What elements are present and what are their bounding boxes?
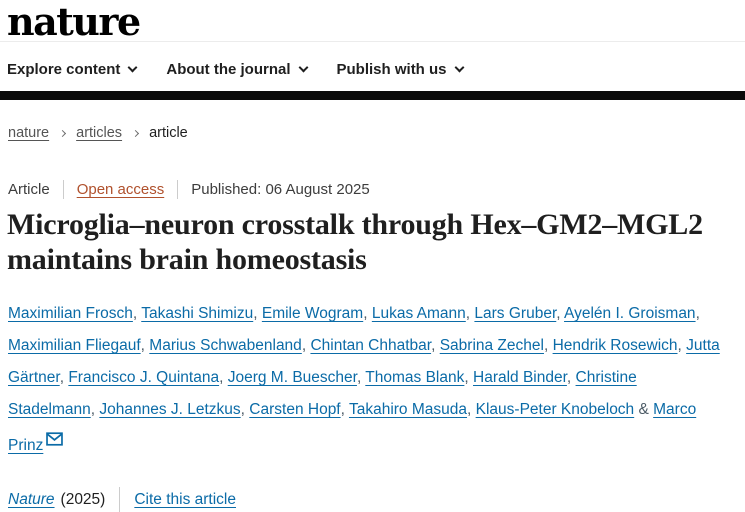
author-separator: , xyxy=(301,337,311,354)
author-separator: , xyxy=(556,305,565,322)
logo-row xyxy=(0,0,745,42)
nav-item-label: Explore content xyxy=(7,60,121,78)
breadcrumb-item-articles[interactable]: articles xyxy=(76,125,123,141)
author-link-johannes-j-letzkus[interactable]: Johannes J. Letzkus xyxy=(99,401,241,418)
author-separator: , xyxy=(59,369,69,386)
author-link-francisco-j-quintana[interactable]: Francisco J. Quintana xyxy=(68,369,220,386)
citation-row xyxy=(8,487,745,512)
citation-divider xyxy=(119,487,120,512)
author-separator: , xyxy=(566,369,576,386)
author-link-carsten-hopf[interactable]: Carsten Hopf xyxy=(249,401,341,418)
nav-item-explore-content[interactable] xyxy=(7,61,136,78)
published-label: Published: xyxy=(191,181,262,198)
author-separator: , xyxy=(253,305,262,322)
author-separator: , xyxy=(677,337,687,354)
author-link-klaus-peter-knobeloch[interactable]: Klaus-Peter Knobeloch xyxy=(475,401,635,418)
nav-item-about-the-journal[interactable] xyxy=(166,61,306,78)
author-separator: , xyxy=(543,337,553,354)
author-link-maximilian-fliegauf[interactable]: Maximilian Fliegauf xyxy=(8,337,141,354)
cite-this-article-link[interactable]: Cite this article xyxy=(134,490,236,508)
author-separator: , xyxy=(356,369,366,386)
author-list xyxy=(8,298,728,462)
author-link-takahiro-masuda[interactable]: Takahiro Masuda xyxy=(348,401,468,418)
author-link-lars-gruber[interactable]: Lars Gruber xyxy=(474,305,557,322)
main-nav xyxy=(0,42,745,82)
nav-item-label: Publish with us xyxy=(336,60,447,78)
author-separator: , xyxy=(219,369,228,386)
author-separator: , xyxy=(140,337,150,354)
article-type-label: Article xyxy=(8,181,50,198)
breadcrumb xyxy=(8,125,745,141)
author-separator: , xyxy=(467,401,476,418)
author-separator: , xyxy=(363,305,372,322)
author-link-lukas-amann[interactable]: Lukas Amann xyxy=(371,305,466,322)
author-separator: , xyxy=(465,305,475,322)
author-link-marius-schwabenland[interactable]: Marius Schwabenland xyxy=(149,337,302,354)
meta-divider xyxy=(177,180,178,199)
author-link-ayel-n-i-groisman[interactable]: Ayelén I. Groisman xyxy=(564,305,696,322)
header-divider-bar xyxy=(0,91,745,100)
nav-item-publish-with-us[interactable] xyxy=(337,61,463,78)
author-separator: , xyxy=(132,305,142,322)
open-access-link[interactable]: Open access xyxy=(76,181,165,198)
chevron-down-icon xyxy=(298,62,308,72)
author-link-joerg-m-buescher[interactable]: Joerg M. Buescher xyxy=(227,369,357,386)
citation-year: (2025) xyxy=(60,490,106,508)
breadcrumb-item-nature[interactable]: nature xyxy=(8,125,50,141)
author-link-christine-stadelmann[interactable]: Christine Stadelmann xyxy=(8,369,637,418)
author-link-jutta-g-rtner[interactable]: Jutta Gärtner xyxy=(8,337,720,386)
journal-link[interactable]: Nature xyxy=(8,490,55,508)
author-separator: , xyxy=(240,401,250,418)
chevron-right-icon xyxy=(59,129,66,136)
author-link-harald-binder[interactable]: Harald Binder xyxy=(473,369,567,386)
author-ampersand: & xyxy=(634,401,654,418)
author-separator: , xyxy=(695,305,700,322)
envelope-icon[interactable] xyxy=(46,426,63,458)
chevron-down-icon xyxy=(454,62,464,72)
author-link-maximilian-frosch[interactable]: Maximilian Frosch xyxy=(8,305,133,322)
author-link-sabrina-zechel[interactable]: Sabrina Zechel xyxy=(439,337,544,354)
chevron-down-icon xyxy=(128,62,138,72)
author-link-chintan-chhatbar[interactable]: Chintan Chhatbar xyxy=(310,337,432,354)
nav-item-label: About the journal xyxy=(166,60,291,78)
author-link-marco-prinz[interactable]: Marco Prinz xyxy=(8,401,697,454)
author-link-emile-wogram[interactable]: Emile Wogram xyxy=(261,305,364,322)
author-separator: , xyxy=(90,401,100,418)
author-separator: , xyxy=(431,337,440,354)
site-header xyxy=(0,0,745,100)
published-value: 06 August 2025 xyxy=(265,181,370,198)
article-title: Microglia–neuron crosstalk through Hex–GM2–MGL2 maintains brain homeostasis xyxy=(7,208,703,276)
author-link-hendrik-rosewich[interactable]: Hendrik Rosewich xyxy=(552,337,678,354)
author-link-thomas-blank[interactable]: Thomas Blank xyxy=(365,369,465,386)
breadcrumb-item-article: article xyxy=(149,125,188,141)
meta-divider xyxy=(63,180,64,199)
chevron-right-icon xyxy=(132,129,139,136)
nature-logo[interactable]: nature xyxy=(7,0,140,44)
author-separator: , xyxy=(464,369,473,386)
author-link-takashi-shimizu[interactable]: Takashi Shimizu xyxy=(141,305,254,322)
article-meta-row xyxy=(8,180,745,199)
author-separator: , xyxy=(340,401,349,418)
article-main xyxy=(0,180,745,512)
published-date xyxy=(191,181,370,198)
